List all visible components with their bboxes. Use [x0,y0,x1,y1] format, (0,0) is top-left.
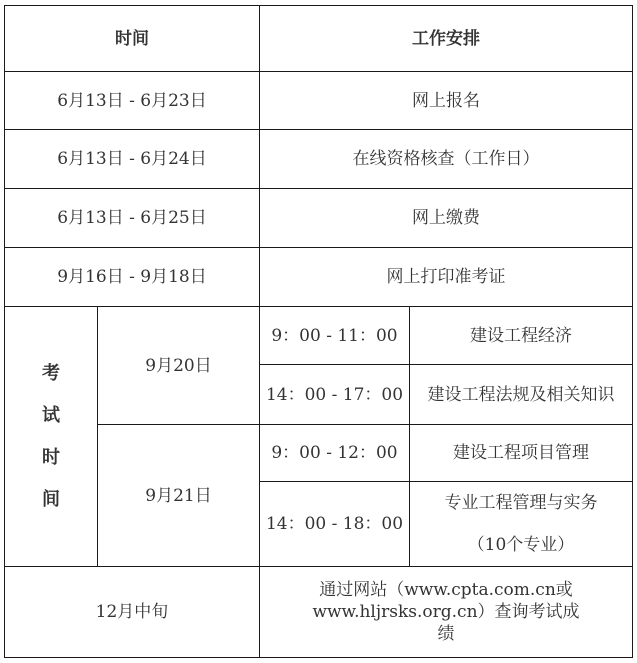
exam-day-1-slot-1-time: 9：00 - 11：00 [271,325,398,346]
border-bottom [4,657,632,658]
row-2-work: 在线资格核查（工作日） [352,149,540,169]
border-right [632,5,633,658]
exam-day-1-slot-2-subject: 建设工程法规及相关知识 [427,384,615,405]
row-1-time: 6月13日 - 6月23日 [57,90,207,111]
row-3-work: 网上缴费 [412,208,480,228]
exam-day-1-slot-2-time: 14：00 - 17：00 [265,384,404,405]
exam-day-2-slot-2-subject [410,482,632,566]
exam-day-2-slot-2-time: 14：00 - 18：00 [265,514,404,534]
exam-label-char: 考 [42,362,60,384]
header-time: 时间 [115,28,149,49]
exam-day-1-slot-1-subject: 建设工程经济 [470,325,572,346]
exam-day-2-slot-1-subject: 建设工程项目管理 [453,443,589,463]
exam-day-2-date: 9月21日 [145,485,212,506]
result-time: 12月中旬 [95,602,169,622]
exam-day-1-date: 9月20日 [145,356,212,376]
row-3-time: 6月13日 - 6月25日 [57,208,207,228]
exam-label-char: 时 [42,446,60,468]
exam-day-2-slot-1-time: 9：00 - 12：00 [271,443,398,463]
exam-label-char: 间 [42,488,60,510]
row-4-work: 网上打印准考证 [386,267,506,287]
header-work: 工作安排 [412,28,480,49]
exam-day-2-slot-2-subject-note: （10个专业） [467,535,575,555]
exam-day-2-slot-2-subject-name: 专业工程管理与实务 [444,493,598,513]
exam-time-label [5,307,97,566]
row-4-time: 9月16日 - 9月18日 [57,267,207,287]
row-2-time: 6月13日 - 6月24日 [57,149,207,169]
exam-label-char: 试 [42,404,60,426]
result-work: 通过网站（www.cpta.com.cn或www.hljrsks.org.cn）查询考试成绩 [312,580,580,644]
row-1-work: 网上报名 [412,90,480,111]
